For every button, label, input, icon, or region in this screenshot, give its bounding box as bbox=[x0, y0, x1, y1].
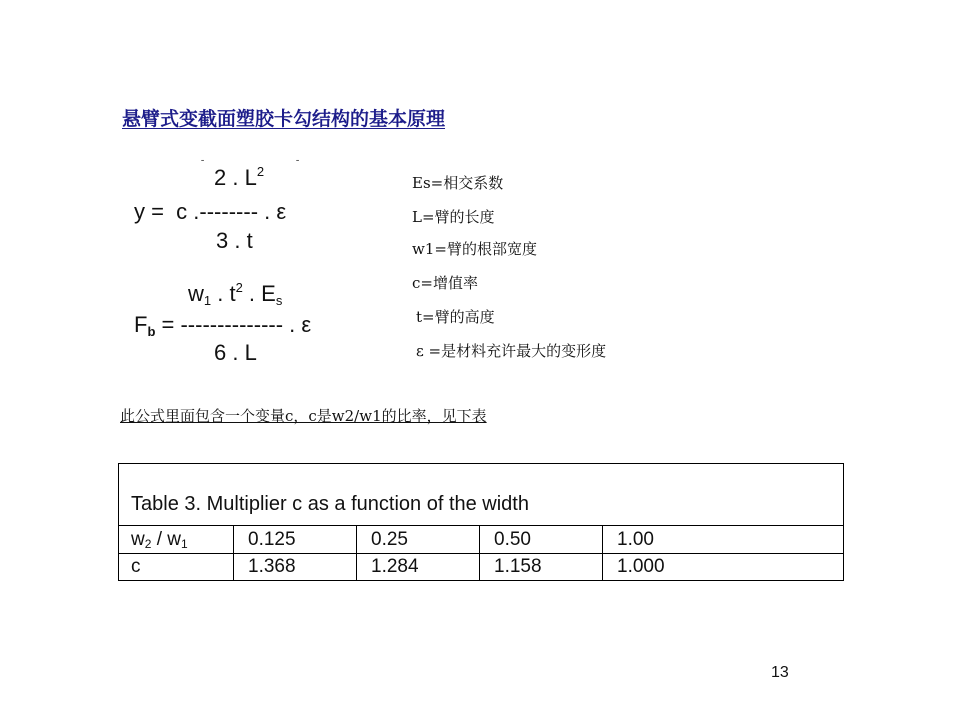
force-numerator-t: . t bbox=[211, 281, 236, 306]
table-divider bbox=[602, 526, 603, 580]
table-divider bbox=[479, 526, 480, 580]
table-header-value: 0.50 bbox=[494, 529, 531, 550]
table-divider bbox=[119, 525, 843, 526]
table-row-label: c bbox=[131, 556, 141, 577]
deflection-denominator: 3 . t bbox=[216, 228, 253, 253]
crop-artifact-mark: ˉ bbox=[201, 159, 205, 170]
crop-artifact-mark: ˉ bbox=[296, 159, 300, 170]
definition-epsilon: ε =是材料充许最大的变形度 bbox=[416, 342, 607, 360]
table-divider bbox=[119, 553, 843, 554]
table-header-value: 1.00 bbox=[617, 529, 654, 550]
slide-title: 悬臂式变截面塑胶卡勾结构的基本原理 bbox=[122, 109, 446, 130]
table-divider bbox=[356, 526, 357, 580]
force-numerator bbox=[188, 280, 282, 308]
force-lhs-f-sub: b bbox=[147, 324, 156, 339]
header-w1-sub: 1 bbox=[180, 537, 188, 551]
force-numerator-w-sub: 1 bbox=[203, 293, 212, 308]
table-header-label bbox=[131, 529, 188, 551]
force-lhs bbox=[134, 312, 311, 339]
deflection-numerator-exponent: 2 bbox=[256, 164, 265, 179]
table-row-value: 1.368 bbox=[248, 556, 296, 577]
force-numerator-t-exp: 2 bbox=[235, 280, 243, 295]
table-header-value: 0.25 bbox=[371, 529, 408, 550]
definition-c: c=增值率 bbox=[412, 274, 478, 292]
force-lhs-rest: = -------------- . ε bbox=[155, 312, 312, 337]
definition-w1: w1=臂的根部宽度 bbox=[412, 240, 537, 258]
force-denominator: 6 . L bbox=[214, 340, 257, 365]
header-w2-sub: 2 bbox=[144, 537, 152, 551]
table-divider bbox=[233, 526, 234, 580]
definition-l: L=臂的长度 bbox=[412, 208, 495, 226]
table-row-value: 1.284 bbox=[371, 556, 419, 577]
deflection-lhs: y = c .-------- . ε bbox=[134, 199, 287, 224]
header-w1: / w bbox=[151, 529, 181, 550]
force-numerator-e: . E bbox=[242, 281, 276, 306]
table-row-value: 1.158 bbox=[494, 556, 542, 577]
deflection-numerator bbox=[214, 164, 264, 191]
page-number: 13 bbox=[771, 664, 789, 681]
header-w2: w bbox=[131, 529, 145, 550]
force-lhs-f: F bbox=[134, 312, 148, 337]
force-numerator-w: w bbox=[188, 281, 204, 306]
formula-note: 此公式里面包含一个变量c，c是w2/w1的比率，见下表 bbox=[120, 407, 487, 425]
table-header-value: 0.125 bbox=[248, 529, 296, 550]
definition-es: Es=相交系数 bbox=[412, 174, 504, 192]
table-row-value: 1.000 bbox=[617, 556, 665, 577]
definition-t: t=臂的高度 bbox=[416, 308, 495, 326]
multiplier-table bbox=[118, 463, 844, 581]
force-numerator-e-sub: s bbox=[275, 293, 283, 308]
deflection-numerator-text: 2 . L bbox=[214, 165, 257, 190]
table-caption: Table 3. Multiplier c as a function of the width bbox=[131, 493, 529, 515]
